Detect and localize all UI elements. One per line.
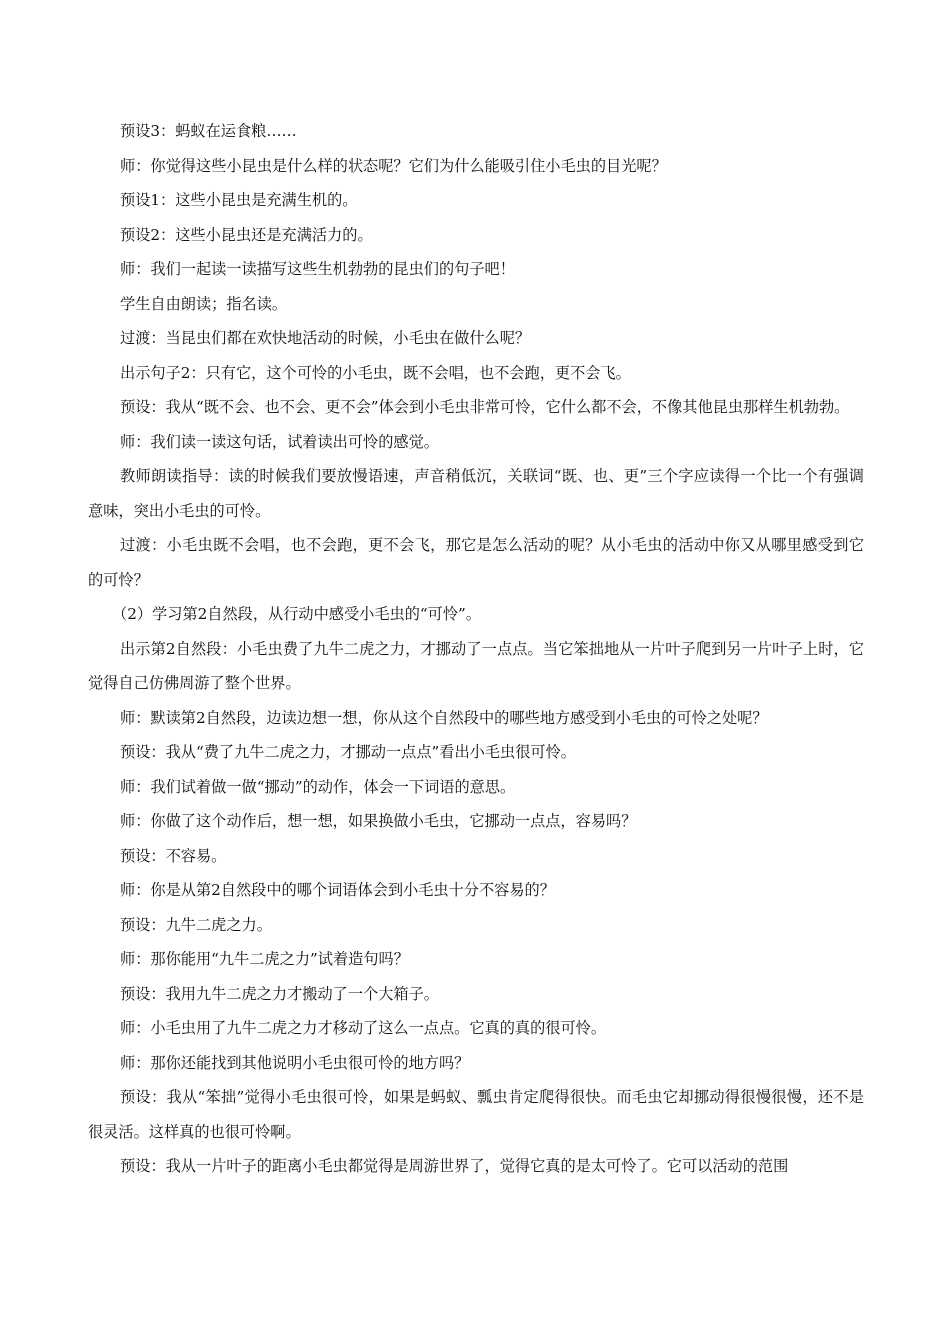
paragraph-15: 师：默读第2自然段，边读边想一想，你从这个自然段中的哪些地方感受到小毛虫的可怜之处呢？	[120, 708, 768, 727]
paragraph-23: 预设：我用九牛二虎之力才搬动了一个大箱子。	[120, 984, 439, 1003]
section-heading: （2）学习第2自然段，从行动中感受小毛虫的“可怜”。	[112, 605, 481, 623]
paragraph-11: 教师朗读指导：读的时候我们要放慢语速，声音稍低沉，关联词“既、也、更”三个字应读得一个比一个有强调意味，突出小毛虫的可怜。	[88, 467, 864, 520]
paragraph-3: 预设1：这些小昆虫是充满生机的。	[120, 191, 358, 209]
paragraph-16: 预设：我从“费了九牛二虎之力，才挪动一点点”看出小毛虫很可怜。	[120, 743, 576, 761]
paragraph-22: 师：那你能用“九牛二虎之力”试着造句吗？	[120, 950, 409, 968]
paragraph-20: 师：你是从第2自然段中的哪个词语体会到小毛虫十分不容易的？	[120, 881, 555, 899]
paragraph-21: 预设：九牛二虎之力。	[120, 915, 272, 934]
paragraph-8: 出示句子2：只有它，这个可怜的小毛虫，既不会唱，也不会跑，更不会飞。	[120, 363, 631, 382]
paragraph-7: 过渡：当昆虫们都在欢快地活动的时候，小毛虫在做什么呢？	[120, 329, 531, 347]
paragraph-5: 师：我们一起读一读描写这些生机勃勃的昆虫们的句子吧！	[120, 260, 515, 278]
paragraph-17: 师：我们试着做一做“挪动”的动作，体会一下词语的意思。	[120, 777, 516, 796]
paragraph-10: 师：我们读一读这句话，试着读出可怜的感觉。	[120, 432, 439, 451]
paragraph-1: 预设3：蚂蚁在运食粮……	[120, 122, 297, 140]
paragraph-9: 预设：我从“既不会、也不会、更不会”体会到小毛虫非常可怜，它什么都不会，不像其他昆虫那样生机勃勃。	[120, 398, 850, 416]
paragraph-24: 师：小毛虫用了九牛二虎之力才移动了这么一点点。它真的真的很可怜。	[120, 1019, 606, 1037]
paragraph-18: 师：你做了这个动作后，想一想，如果换做小毛虫，它挪动一点点，容易吗？	[120, 812, 637, 830]
paragraph-14: 出示第2自然段：小毛虫费了九牛二虎之力，才挪动了一点点。当它笨拙地从一片叶子爬到另一片叶子上时，它觉得自己仿佛周游了整个世界。	[88, 639, 864, 692]
document-page	[88, 114, 864, 1184]
paragraph-4: 预设2：这些小昆虫还是充满活力的。	[120, 225, 373, 244]
paragraph-25: 师：那你还能找到其他说明小毛虫很可怜的地方吗？	[120, 1053, 470, 1072]
paragraph-27: 预设：我从一片叶子的距离小毛虫都觉得是周游世界了，觉得它真的是太可怜了。它可以活动的范围	[120, 1157, 789, 1175]
paragraph-26: 预设：我从“笨拙”觉得小毛虫很可怜，如果是蚂蚁、瓢虫肯定爬得很快。而毛虫它却挪动得很慢很慢，还不是很灵活。这样真的也很可怜啊。	[88, 1088, 864, 1141]
paragraph-2: 师：你觉得这些小昆虫是什么样的状态呢？它们为什么能吸引住小毛虫的目光呢？	[120, 156, 667, 175]
paragraph-12: 过渡：小毛虫既不会唱，也不会跑，更不会飞，那它是怎么活动的呢？从小毛虫的活动中你又从哪里感受到它的可怜？	[88, 536, 864, 589]
paragraph-19: 预设：不容易。	[120, 846, 227, 865]
paragraph-6: 学生自由朗读；指名读。	[120, 294, 288, 313]
